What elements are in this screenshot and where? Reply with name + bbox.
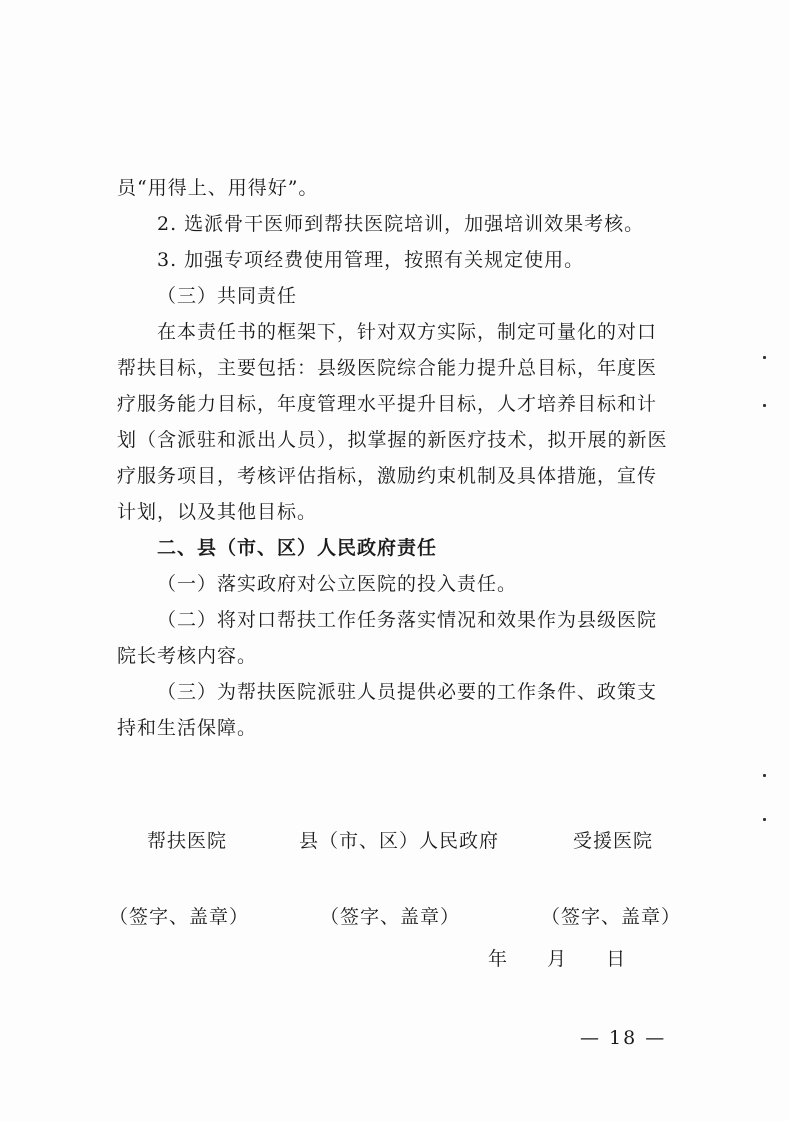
party-county-government: 县（市、区）人民政府	[299, 830, 500, 852]
date-day: 日	[606, 948, 626, 970]
paragraph-line: 计划，以及其他目标。	[117, 501, 318, 523]
list-item: （二）将对口帮扶工作任务落实情况和效果作为县级医院	[157, 609, 658, 631]
paragraph-line: 划（含派驻和派出人员），拟掌握的新医疗技术，拟开展的新医	[117, 429, 668, 451]
date-month: 月	[547, 948, 567, 970]
party-recipient-hospital: 受援医院	[573, 830, 654, 852]
list-item: 3. 加强专项经费使用管理，按照有关规定使用。	[157, 249, 585, 271]
list-item-continuation: 院长考核内容。	[117, 645, 258, 667]
signature-seal-1: （签字、盖章）	[109, 906, 250, 928]
list-item: 2. 选派骨干医师到帮扶医院培训，加强培训效果考核。	[157, 213, 645, 235]
paragraph-line: 帮扶目标，主要包括：县级医院综合能力提升总目标，年度医	[117, 357, 658, 379]
scan-mark	[763, 356, 766, 359]
scan-mark	[763, 774, 766, 777]
paragraph-line: 在本责任书的框架下，针对双方实际，制定可量化的对口	[157, 321, 658, 343]
party-assisting-hospital: 帮扶医院	[147, 830, 228, 852]
paragraph-continuation: 员“用得上、用得好”。	[117, 177, 319, 199]
subsection-heading: （三）共同责任	[157, 285, 298, 307]
date-line	[488, 944, 625, 971]
list-item-continuation: 持和生活保障。	[117, 717, 258, 739]
page-number: — 18 —	[580, 1027, 667, 1049]
date-year: 年	[488, 948, 508, 970]
signature-seal-2: （签字、盖章）	[320, 906, 461, 928]
section-heading: 二、县（市、区）人民政府责任	[157, 537, 438, 559]
list-item: （三）为帮扶医院派驻人员提供必要的工作条件、政策支	[157, 681, 658, 703]
paragraph-line: 疗服务能力目标，年度管理水平提升目标，人才培养目标和计	[117, 393, 658, 415]
signature-seal-3: （签字、盖章）	[541, 906, 682, 928]
document-body	[117, 170, 677, 746]
scan-mark	[763, 818, 766, 821]
list-item: （一）落实政府对公立医院的投入责任。	[157, 573, 518, 595]
paragraph-line: 疗服务项目，考核评估指标，激励约束机制及具体措施，宣传	[117, 465, 658, 487]
scan-mark	[763, 404, 766, 407]
